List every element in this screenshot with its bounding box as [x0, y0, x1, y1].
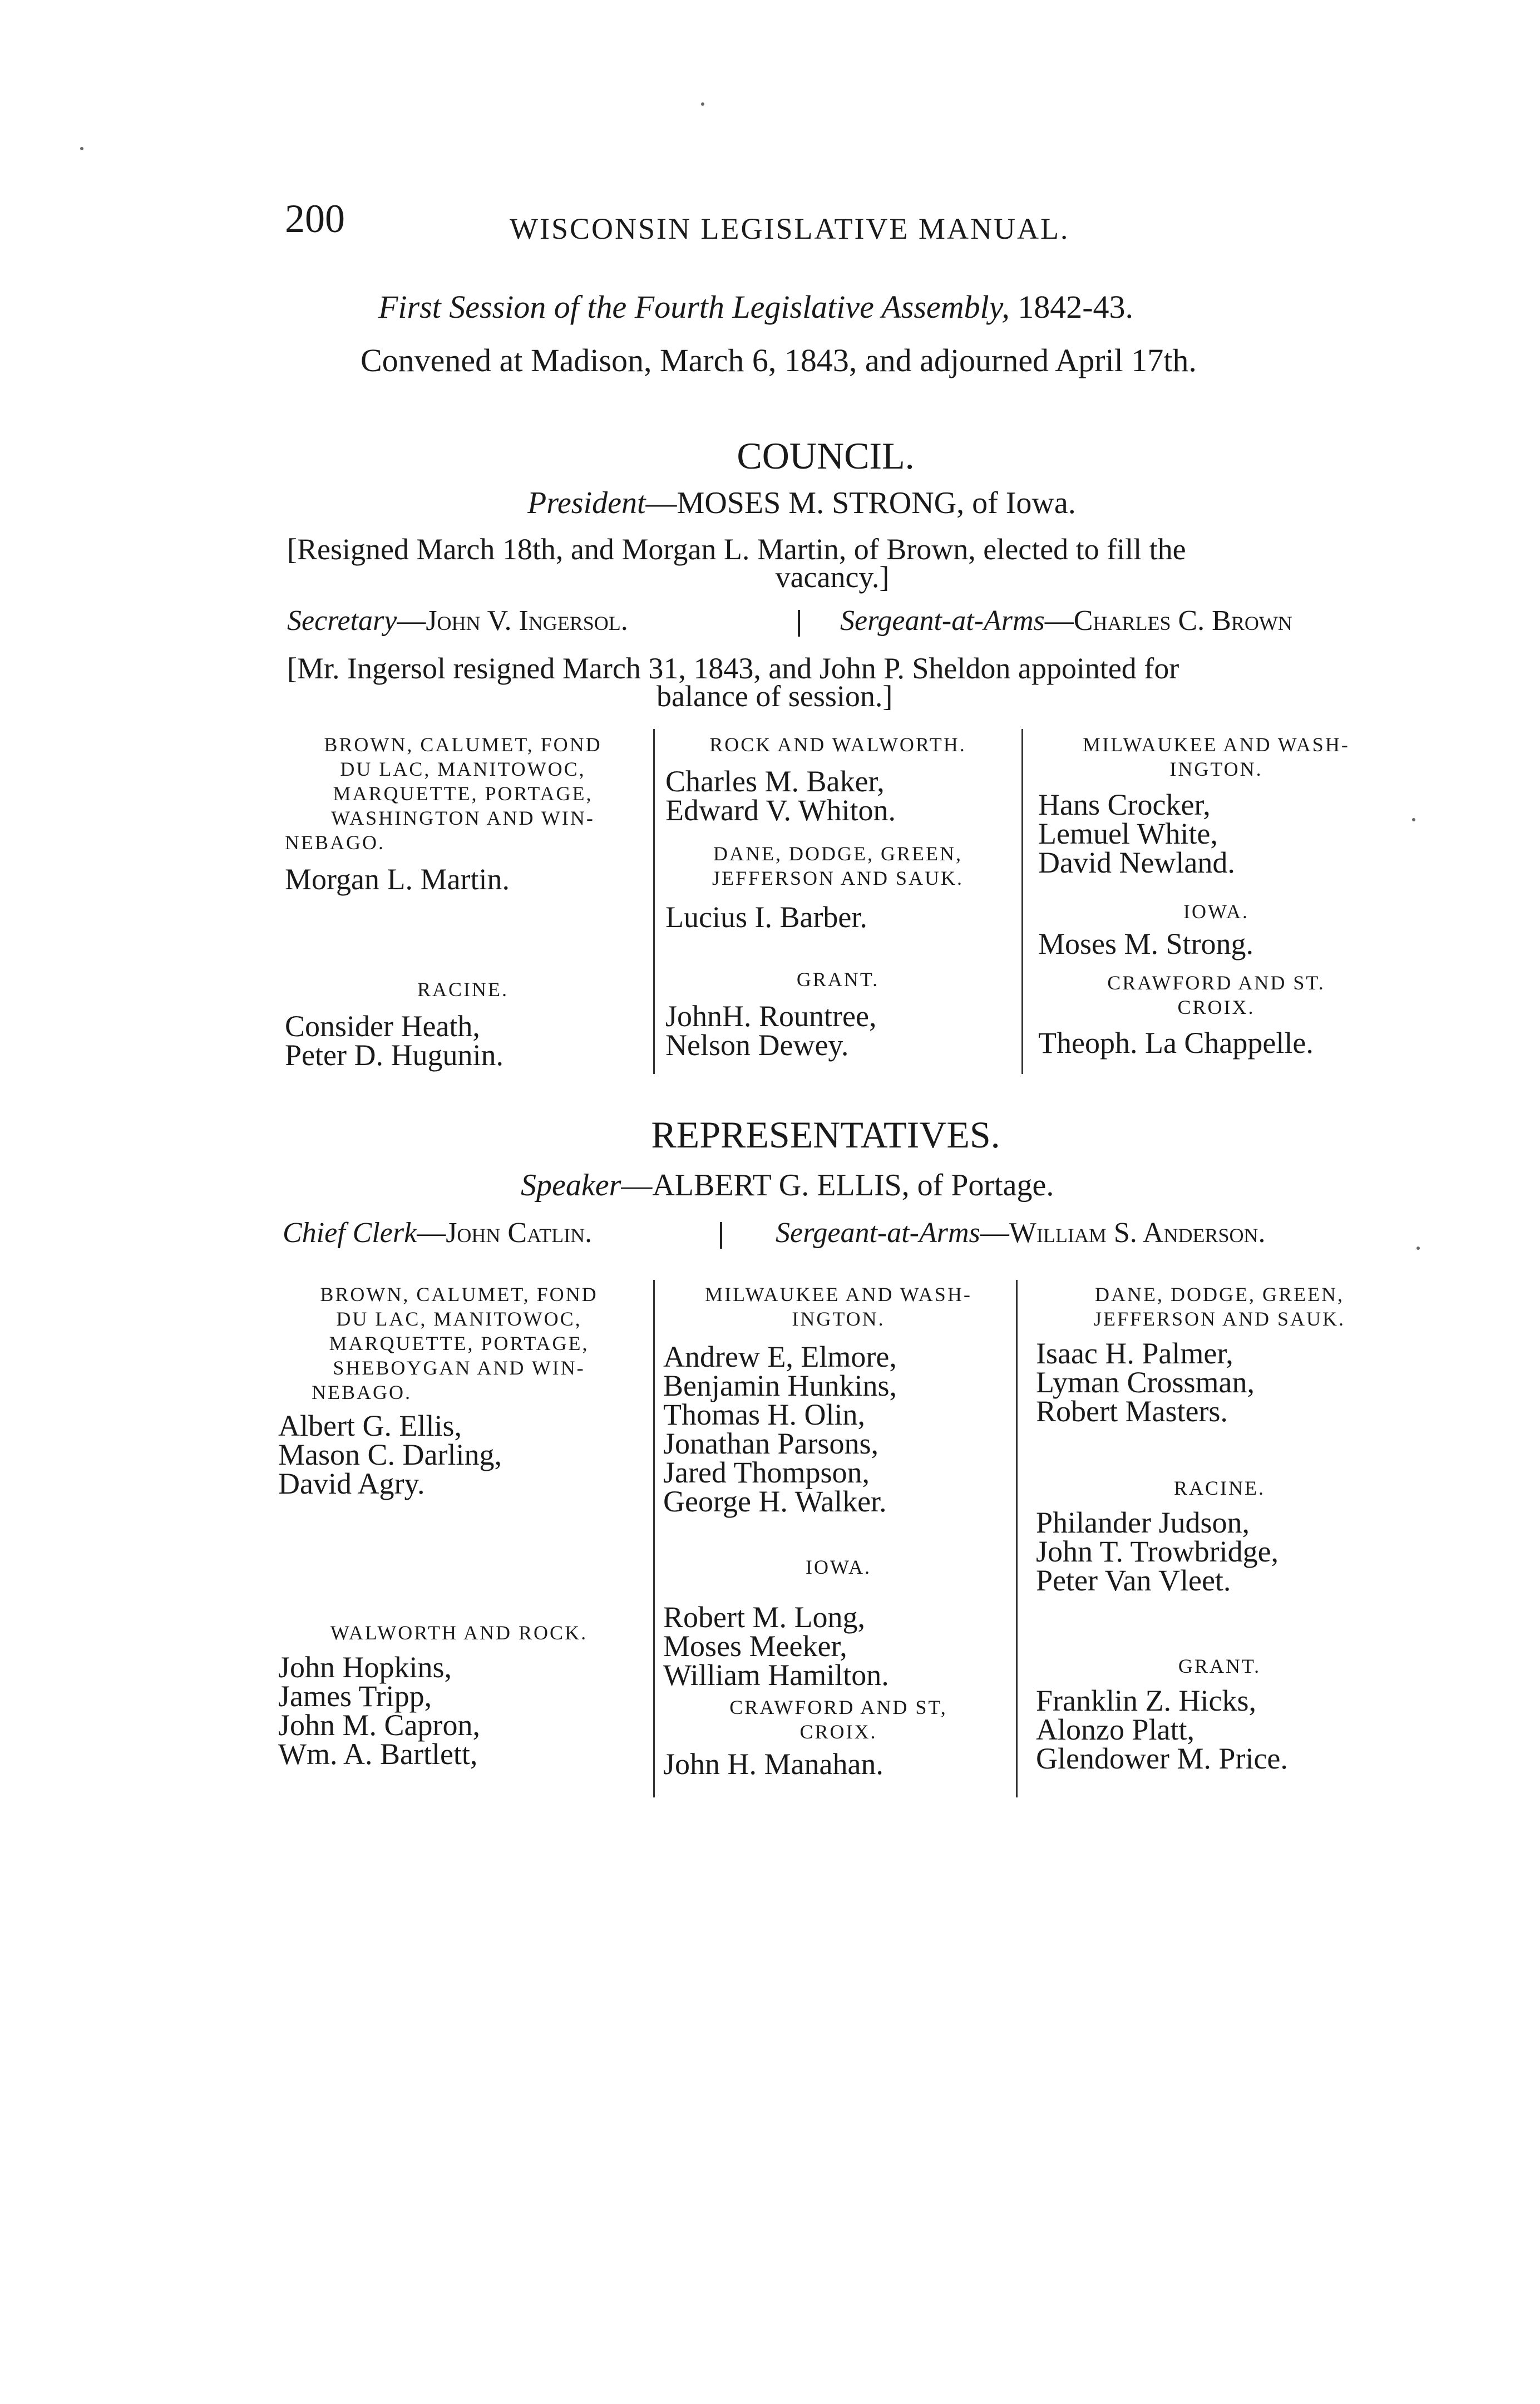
- member-name: George H. Walker.: [663, 1485, 887, 1518]
- district-heading: RACINE.: [1174, 1477, 1265, 1499]
- member-name: JohnH. Rountree,: [665, 999, 877, 1033]
- member-name: Moses M. Strong.: [1038, 927, 1254, 960]
- representatives-col-3: [1036, 1282, 1403, 1773]
- heading-line: JEFFERSON AND SAUK.: [712, 867, 964, 889]
- member-name: Alonzo Platt,: [1036, 1713, 1195, 1746]
- president-label: President: [527, 486, 646, 520]
- council-col-3: [1038, 732, 1394, 1060]
- district-heading: [1038, 971, 1394, 1019]
- district-heading: WALWORTH AND ROCK.: [330, 1622, 588, 1644]
- member-list: [1038, 929, 1394, 958]
- heading-line: INGTON.: [1169, 758, 1263, 780]
- member-name: Philander Judson,: [1036, 1506, 1250, 1539]
- member-name: James Tripp,: [278, 1679, 432, 1713]
- speaker-value: —ALBERT G. ELLIS, of Portage.: [621, 1168, 1054, 1203]
- sergeant-value: —William S. Anderson.: [980, 1217, 1266, 1249]
- member-list: [665, 900, 1010, 934]
- member-list: [663, 1600, 1014, 1692]
- running-head: WISCONSIN LEGISLATIVE MANUAL.: [510, 212, 1070, 245]
- member-list: [278, 1411, 640, 1498]
- representatives-speaker: [521, 1167, 1054, 1203]
- council-note-2: [287, 652, 1400, 713]
- district-heading: GRANT.: [796, 968, 880, 991]
- member-list: [663, 1342, 1014, 1516]
- member-list: [1038, 1026, 1394, 1060]
- heading-line: DU LAC, MANITOWOC,: [336, 1308, 582, 1330]
- representatives-heading: REPRESENTATIVES.: [651, 1114, 1000, 1156]
- member-name: Benjamin Hunkins,: [663, 1369, 897, 1402]
- heading-line: WASHINGTON AND WIN-: [331, 807, 595, 829]
- heading-line: CROIX.: [799, 1721, 877, 1743]
- representatives-col-2: [663, 1282, 1014, 1779]
- member-name: Jared Thompson,: [663, 1456, 870, 1489]
- note-line: [Mr. Ingersol resigned March 31, 1843, and John P. Sheldon appointed for: [287, 652, 1179, 685]
- heading-line: MILWAUKEE AND WASH-: [1083, 733, 1350, 756]
- scan-speck: [80, 147, 83, 150]
- member-list: [285, 865, 641, 894]
- scan-speck: [1412, 818, 1415, 821]
- member-name: Moses Meeker,: [663, 1629, 847, 1663]
- member-name: Nelson Dewey.: [665, 1028, 849, 1062]
- district-heading: IOWA.: [1183, 900, 1249, 923]
- district-heading: [663, 1282, 1014, 1331]
- member-name: Franklin Z. Hicks,: [1036, 1684, 1256, 1717]
- member-list: [1038, 790, 1394, 877]
- heading-line: BROWN, CALUMET, FOND: [324, 733, 602, 756]
- session-title-italic: First Session of the Fourth Legislative Assembly,: [378, 289, 1010, 325]
- district-heading: ROCK AND WALWORTH.: [709, 733, 966, 756]
- heading-line: DU LAC, MANITOWOC,: [340, 758, 586, 780]
- column-rule: [1016, 1280, 1018, 1797]
- member-name: Mason C. Darling,: [278, 1438, 502, 1471]
- representatives-col-1: [278, 1282, 640, 1771]
- clerk-label: Chief Clerk: [283, 1217, 417, 1249]
- district-heading: [285, 732, 641, 855]
- scan-speck: [701, 102, 704, 106]
- member-name: Robert Masters.: [1036, 1395, 1228, 1428]
- heading-line: NEBAGO.: [312, 1381, 412, 1403]
- member-name: Hans Crocker,: [1038, 788, 1211, 821]
- council-heading: COUNCIL.: [737, 435, 915, 477]
- heading-line: BROWN, CALUMET, FOND: [320, 1283, 598, 1306]
- member-list: [285, 1009, 641, 1072]
- representatives-clerk: [283, 1216, 592, 1249]
- member-name: John M. Capron,: [278, 1708, 480, 1742]
- council-note-1: [287, 533, 1400, 594]
- member-list: [278, 1651, 640, 1771]
- member-name: Jonathan Parsons,: [663, 1427, 878, 1460]
- session-convened: Convened at Madison, March 6, 1843, and adjourned April 17th.: [361, 342, 1197, 378]
- member-name: Wm. A. Bartlett,: [278, 1737, 478, 1771]
- note-line: [Resigned March 18th, and Morgan L. Martin, of Brown, elected to fill the: [287, 533, 1186, 566]
- member-name: Lemuel White,: [1038, 817, 1218, 850]
- member-list: [663, 1747, 1014, 1781]
- scan-speck: [1416, 1247, 1420, 1250]
- heading-line: DANE, DODGE, GREEN,: [1095, 1283, 1344, 1306]
- member-name: Robert M. Long,: [663, 1600, 865, 1634]
- speaker-label: Speaker: [521, 1168, 621, 1203]
- heading-line: CRAWFORD AND ST.: [1107, 972, 1325, 994]
- district-heading: [663, 1695, 1014, 1744]
- member-name: Lyman Crossman,: [1036, 1366, 1255, 1399]
- officer-divider: [798, 610, 800, 637]
- council-col-2: [665, 732, 1010, 1060]
- heading-line: SHEBOYGAN AND WIN-: [333, 1357, 585, 1379]
- member-name: Thomas H. Olin,: [663, 1398, 865, 1431]
- member-list: [665, 999, 1010, 1062]
- heading-line: MARQUETTE, PORTAGE,: [329, 1332, 589, 1354]
- member-name: Peter D. Hugunin.: [285, 1038, 504, 1072]
- district-heading: [665, 841, 1010, 890]
- member-name: Edward V. Whiton.: [665, 794, 896, 827]
- member-name: Glendower M. Price.: [1036, 1742, 1288, 1775]
- member-name: Albert G. Ellis,: [278, 1409, 462, 1442]
- district-heading: [278, 1282, 640, 1405]
- member-name: John H. Manahan.: [663, 1747, 883, 1781]
- heading-line: JEFFERSON AND SAUK.: [1093, 1308, 1346, 1330]
- member-name: John Hopkins,: [278, 1651, 452, 1684]
- officer-divider: [720, 1222, 722, 1249]
- note-line: vacancy.]: [775, 560, 890, 594]
- district-heading: RACINE.: [417, 978, 509, 1001]
- member-name: Consider Heath,: [285, 1009, 480, 1043]
- member-list: [1036, 1508, 1403, 1595]
- district-heading: [1036, 1282, 1403, 1331]
- secretary-value: —John V. Ingersol.: [397, 605, 628, 637]
- session-years: 1842-43.: [1018, 289, 1134, 325]
- council-president: [527, 485, 1076, 521]
- heading-line: MILWAUKEE AND WASH-: [705, 1283, 972, 1306]
- note-line: balance of session.]: [657, 679, 893, 713]
- clerk-value: —John Catlin.: [417, 1217, 593, 1249]
- heading-line: MARQUETTE, PORTAGE,: [333, 782, 593, 805]
- council-col-1: [285, 732, 641, 1070]
- member-name: William Hamilton.: [663, 1658, 889, 1692]
- member-name: Andrew E, Elmore,: [663, 1340, 897, 1373]
- member-name: Morgan L. Martin.: [285, 863, 510, 896]
- member-name: Isaac H. Palmer,: [1036, 1337, 1233, 1370]
- column-rule: [653, 729, 655, 1074]
- district-heading: GRANT.: [1178, 1655, 1261, 1677]
- district-heading: [1038, 732, 1394, 781]
- member-list: [1036, 1686, 1403, 1773]
- president-value: —MOSES M. STRONG, of Iowa.: [645, 486, 1076, 520]
- council-sergeant: [840, 604, 1292, 637]
- heading-line: INGTON.: [792, 1308, 885, 1330]
- member-name: Peter Van Vleet.: [1036, 1564, 1231, 1597]
- heading-line: DANE, DODGE, GREEN,: [713, 843, 962, 865]
- heading-line: CRAWFORD AND ST,: [729, 1696, 947, 1718]
- heading-line: NEBAGO.: [285, 831, 385, 854]
- heading-line: CROIX.: [1177, 996, 1255, 1018]
- member-name: John T. Trowbridge,: [1036, 1535, 1279, 1568]
- member-list: [665, 767, 1010, 825]
- sergeant-label: Sergeant-at-Arms: [840, 605, 1045, 637]
- member-name: Theoph. La Chappelle.: [1038, 1026, 1314, 1060]
- page-number: 200: [285, 196, 345, 241]
- member-name: Charles M. Baker,: [665, 765, 885, 798]
- secretary-label: Secretary: [287, 605, 397, 637]
- sergeant-value: —Charles C. Brown: [1044, 605, 1292, 637]
- member-name: Lucius I. Barber.: [665, 900, 867, 934]
- representatives-sergeant: [776, 1216, 1265, 1249]
- sergeant-label: Sergeant-at-Arms: [776, 1217, 980, 1249]
- member-list: [1036, 1339, 1403, 1426]
- column-rule: [653, 1280, 655, 1797]
- council-officers: [287, 604, 628, 637]
- member-name: David Agry.: [278, 1467, 425, 1500]
- session-title: [378, 288, 1133, 326]
- column-rule: [1021, 729, 1023, 1074]
- member-name: David Newland.: [1038, 846, 1235, 879]
- district-heading: IOWA.: [806, 1556, 871, 1578]
